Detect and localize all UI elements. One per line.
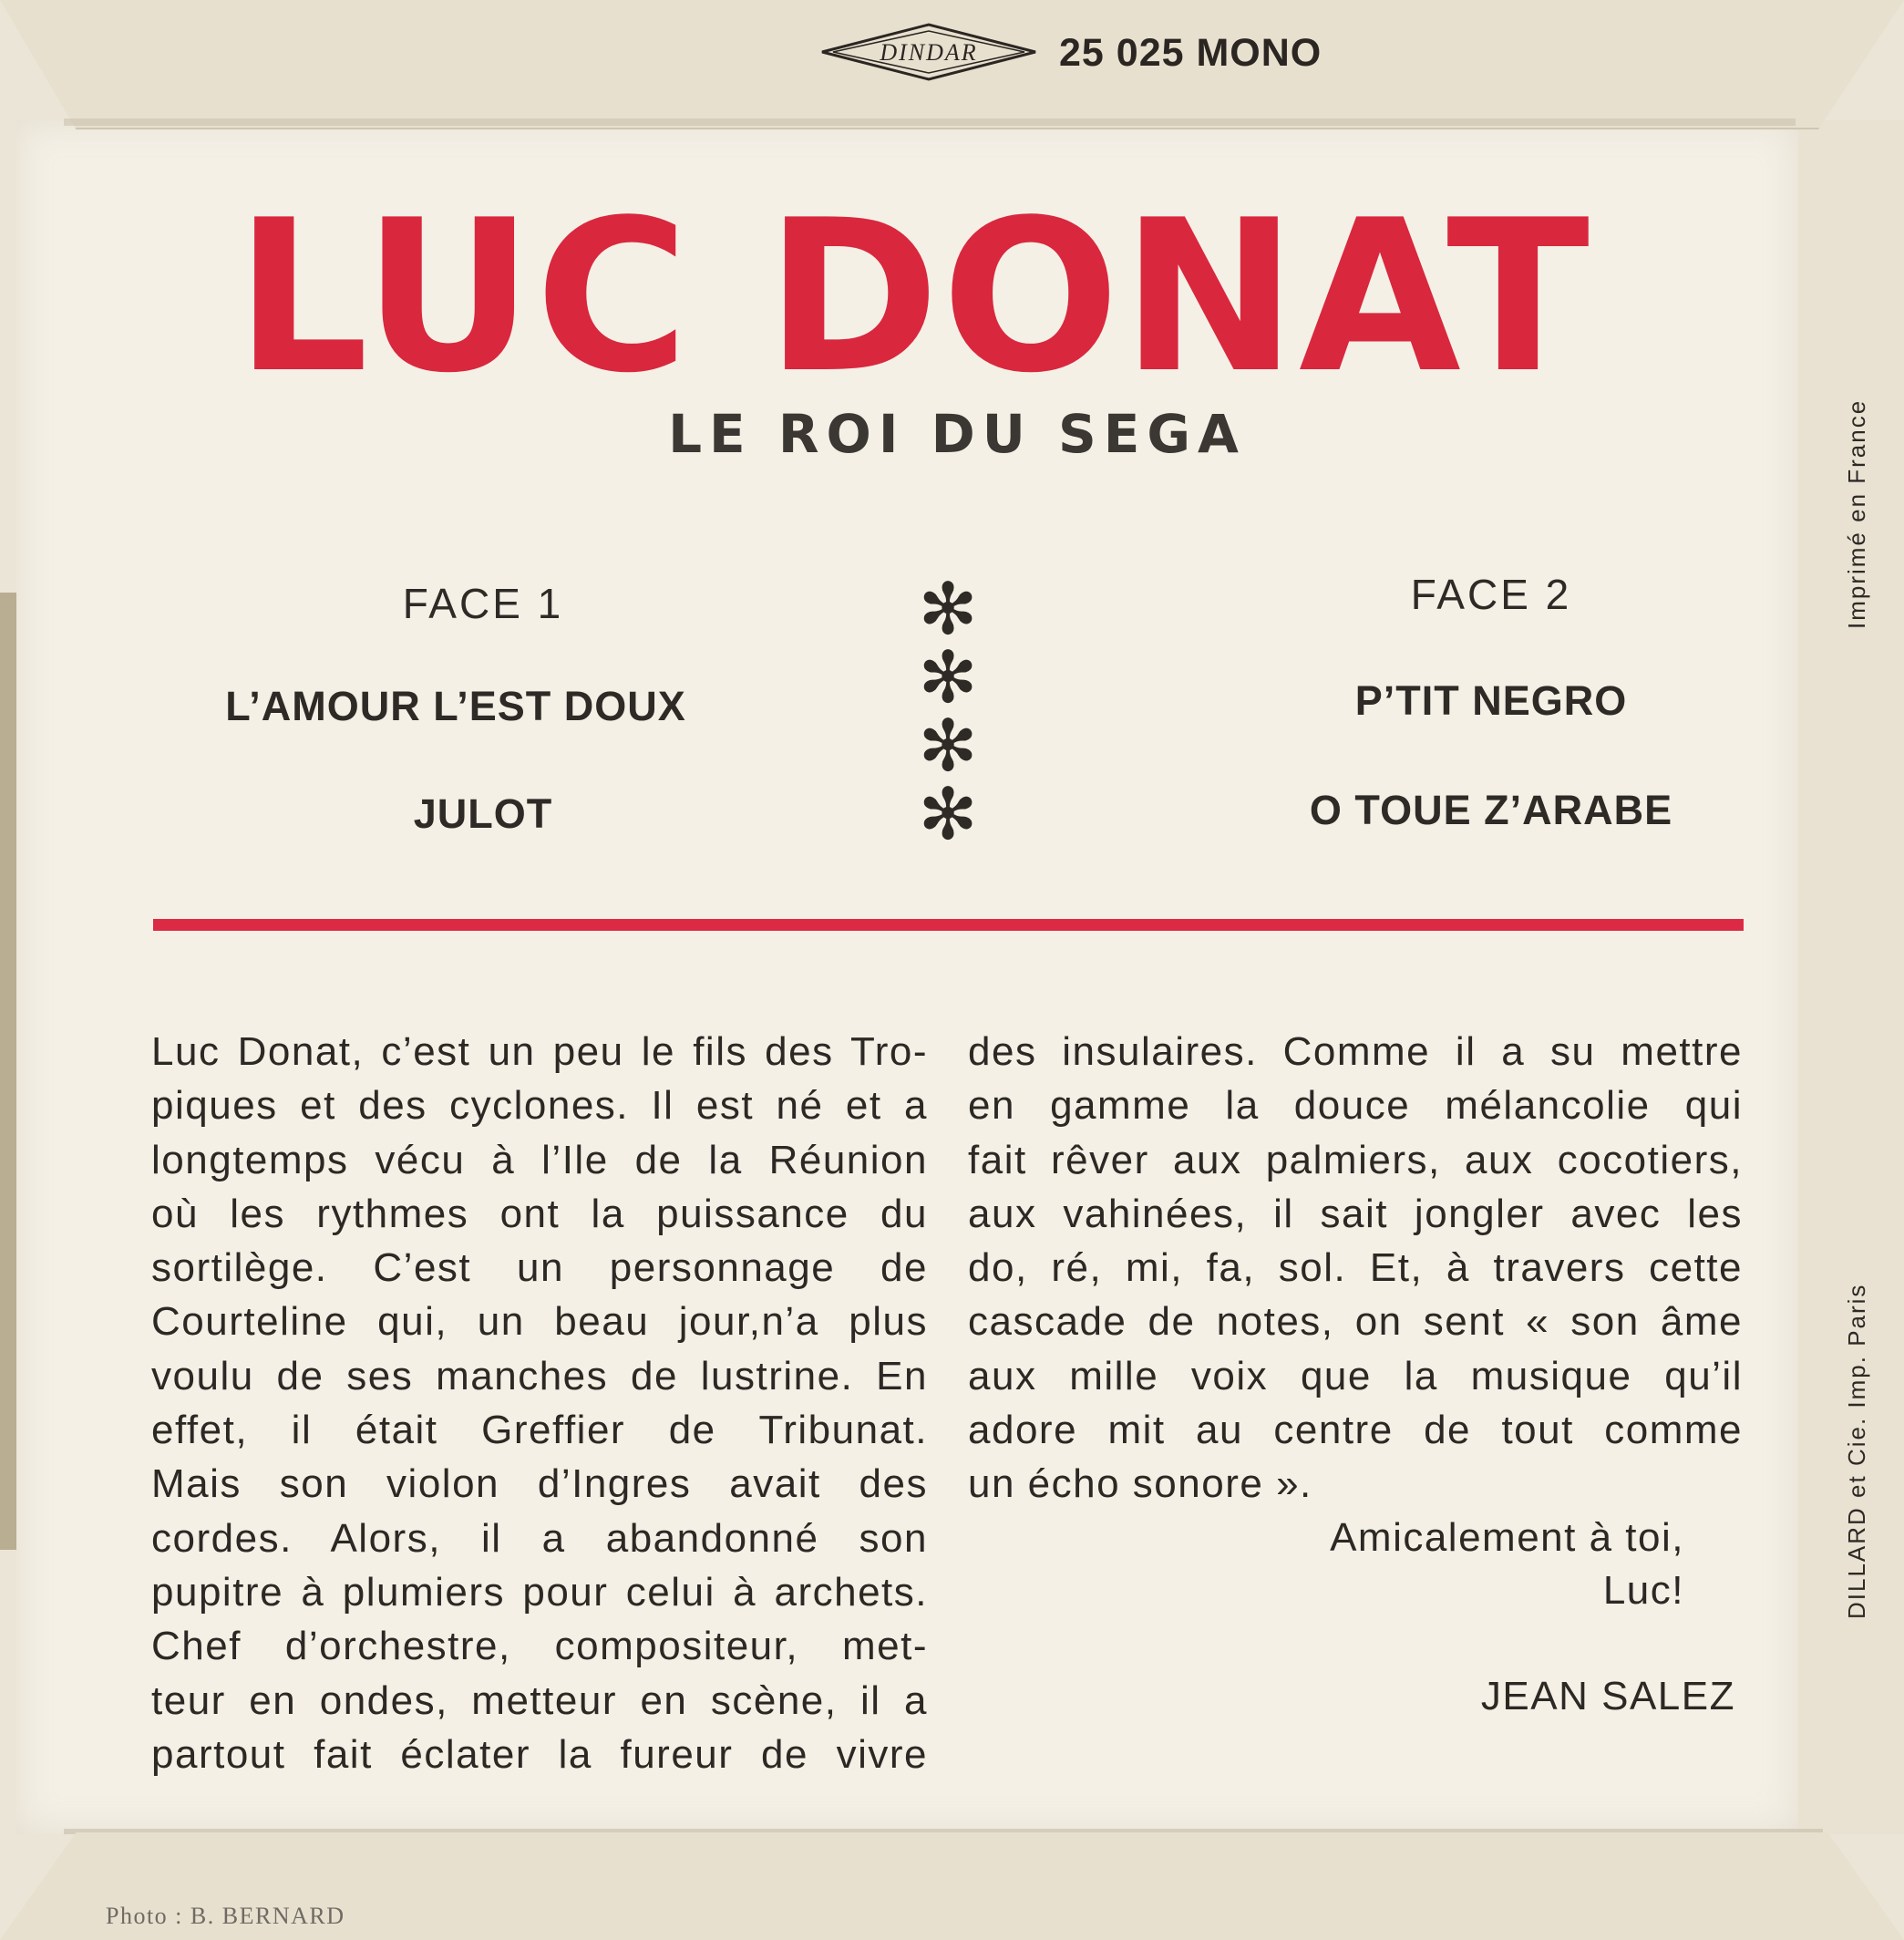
- star-divider: [915, 569, 981, 856]
- face-1-track-2: JULOT: [413, 790, 553, 837]
- liner-notes-line: voulu de ses manches de lustrine. En: [151, 1353, 928, 1398]
- top-flap-shadow: [64, 119, 1796, 126]
- album-tagline: LE ROI DU SEGA: [668, 403, 1246, 465]
- liner-notes-line: partout fait éclater la fureur de vivre: [151, 1731, 928, 1777]
- face-2-track-2: O TOUE Z’ARABE: [1309, 787, 1673, 833]
- star-glyph: ✻: [918, 637, 978, 719]
- face-1-heading: FACE 1: [402, 580, 564, 627]
- printed-in-france: Imprimé en France: [1843, 398, 1870, 629]
- liner-notes-line: effet, il était Greffier de Tribunat.: [151, 1408, 928, 1453]
- liner-notes-line: adore mit au centre de tout comme: [968, 1408, 1743, 1453]
- liner-notes-line: en gamme la douce mélancolie qui: [968, 1083, 1743, 1129]
- liner-notes-line: aux vahinées, il sait jongler avec les: [968, 1191, 1743, 1236]
- liner-notes-right: [968, 1025, 1743, 1512]
- liner-notes-line: des insulaires. Comme il a su mettre: [968, 1029, 1743, 1074]
- liner-notes-line: pupitre à plumiers pour celui à archets.: [151, 1569, 928, 1615]
- liner-notes-line: do, ré, mi, fa, sol. Et, à travers cette: [968, 1245, 1743, 1291]
- liner-notes-line: cascade de notes, on sent « son âme: [968, 1299, 1743, 1345]
- liner-notes-line: teur en ondes, metteur en scène, il a: [151, 1677, 928, 1723]
- catalog-number: 25 025 MONO: [1059, 31, 1323, 75]
- liner-notes-line: piques et des cyclones. Il est né et a: [151, 1083, 928, 1129]
- liner-notes-line: Luc Donat, c’est un peu le fils des Tro-: [151, 1029, 928, 1074]
- liner-notes-line: Courteline qui, un beau jour,n’a plus: [151, 1299, 928, 1345]
- photo-credit: Photo : B. BERNARD: [106, 1903, 345, 1929]
- red-divider-rule: [153, 919, 1744, 931]
- closing-greeting: Amicalement à toi,: [1330, 1515, 1684, 1560]
- artist-name: LUC DONAT: [235, 176, 1591, 419]
- liner-notes-line: longtemps vécu à l’Ile de la Réunion: [151, 1137, 928, 1182]
- liner-notes-line: un écho sonore ».: [968, 1461, 1312, 1507]
- face-2-track-1: P’TIT NEGRO: [1354, 677, 1628, 724]
- liner-notes-line: Mais son violon d’Ingres avait des: [151, 1461, 928, 1507]
- star-glyph: ✻: [918, 774, 978, 856]
- dindar-logo: [818, 22, 1039, 82]
- star-glyph: ✻: [918, 569, 978, 651]
- closing-signature: Luc!: [1602, 1568, 1684, 1613]
- liner-notes-line: Chef d’orchestre, compositeur, met-: [151, 1624, 928, 1669]
- liner-notes-line: sortilège. C’est un personnage de: [151, 1245, 928, 1291]
- printer-credit: DILLARD et Cie. Imp. Paris: [1843, 1283, 1870, 1619]
- logo-wordmark: DINDAR: [880, 39, 978, 66]
- liner-notes-line: où les rythmes ont la puissance du: [151, 1191, 928, 1236]
- face-2-heading: FACE 2: [1410, 571, 1572, 618]
- star-glyph: ✻: [918, 706, 978, 788]
- liner-notes-left: [151, 1025, 928, 1781]
- liner-notes-author: JEAN SALEZ: [1480, 1674, 1735, 1718]
- liner-notes-line: aux mille voix que la musique qu’il: [968, 1353, 1743, 1398]
- liner-notes-line: fait rêver aux palmiers, aux cocotiers,: [968, 1137, 1743, 1182]
- liner-notes-line: cordes. Alors, il a abandonné son: [151, 1515, 928, 1561]
- face-1-track-1: L’AMOUR L’EST DOUX: [225, 683, 686, 729]
